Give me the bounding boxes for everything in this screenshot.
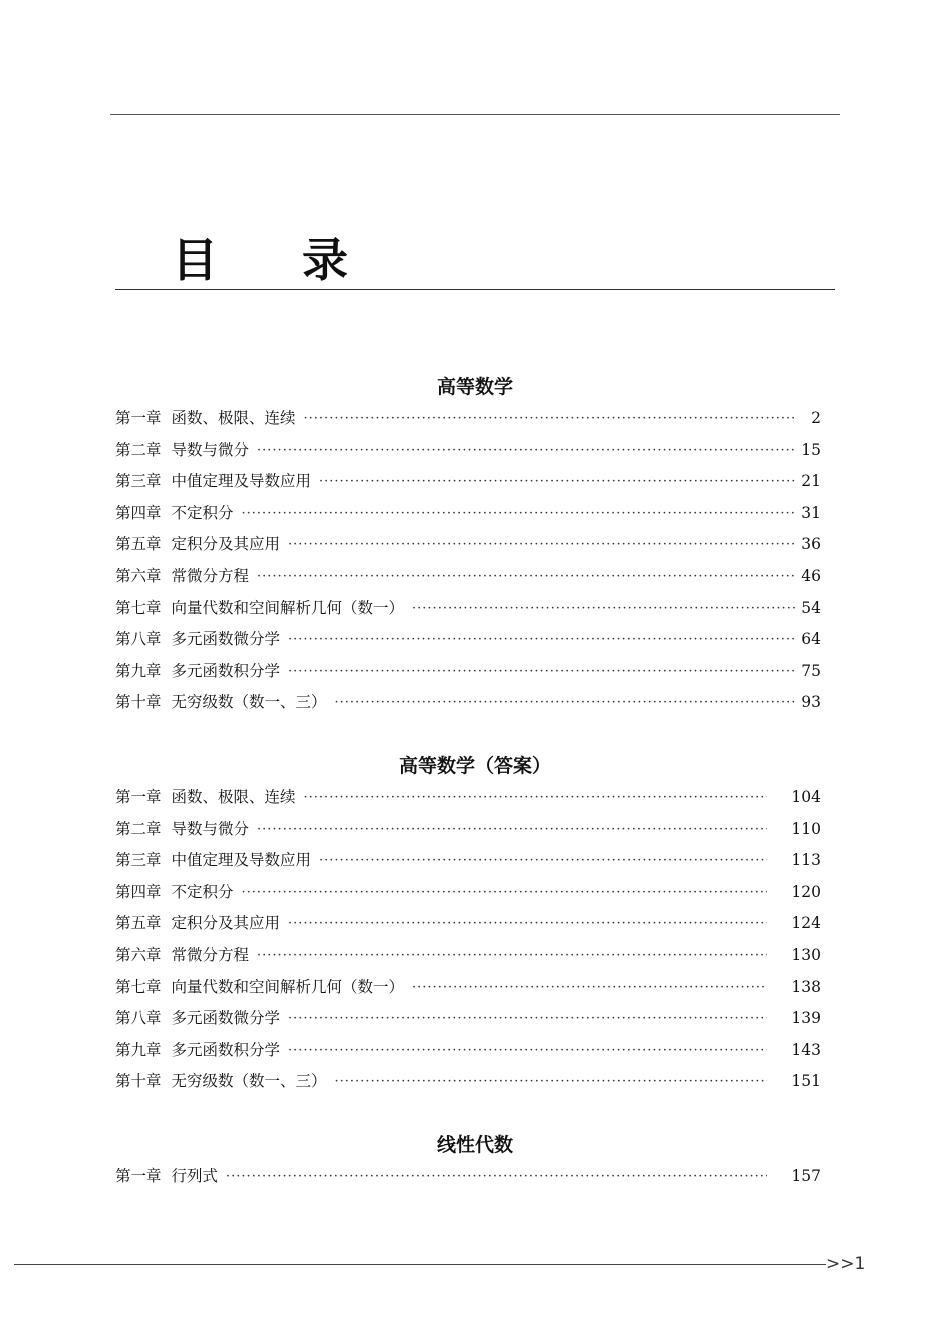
dot-leader (226, 1164, 767, 1190)
dot-leader (288, 659, 795, 685)
page-number: 21 (801, 472, 821, 491)
chapter-number: 第三章 (115, 851, 162, 870)
chapter-title: 定积分及其应用 (171, 914, 281, 933)
dot-leader (257, 564, 795, 590)
toc-entry[interactable] (115, 595, 821, 627)
dot-leader (412, 975, 767, 1001)
chapter-title: 中值定理及导数应用 (171, 851, 312, 870)
chapter-title: 定积分及其应用 (171, 535, 281, 554)
dot-leader (257, 817, 767, 843)
chapter-number: 第三章 (115, 472, 162, 491)
chapter-number: 第七章 (115, 598, 162, 617)
dot-leader (319, 848, 767, 874)
chapter-title: 向量代数和空间解析几何（数一） (171, 598, 405, 617)
toc-entry[interactable] (115, 405, 821, 437)
toc-entry[interactable] (115, 500, 821, 532)
chapter-number: 第一章 (115, 409, 162, 427)
toc-entry[interactable] (115, 626, 821, 658)
toc-list-advanced-math (115, 405, 821, 721)
page-number: 2 (811, 409, 821, 427)
page-number: 15 (801, 440, 821, 459)
chapter-title: 常微分方程 (171, 945, 250, 964)
page-number: 120 (791, 882, 821, 901)
page-number: 113 (791, 851, 821, 870)
chapter-number: 第六章 (115, 945, 162, 964)
title-underline (115, 289, 835, 290)
dot-leader (319, 469, 795, 495)
toc-entry[interactable] (115, 1068, 821, 1100)
page-number: 104 (791, 788, 821, 806)
page-number: 46 (801, 566, 821, 585)
chapter-number: 第十章 (115, 1072, 162, 1091)
chapter-number: 第一章 (115, 788, 162, 806)
chapter-title: 导数与微分 (171, 440, 250, 459)
toc-entry[interactable] (115, 942, 821, 974)
toc-entry[interactable] (115, 784, 821, 816)
page-number: 54 (801, 598, 821, 617)
toc-entry[interactable] (115, 1037, 821, 1069)
dot-leader (335, 690, 795, 716)
page-number: 124 (791, 914, 821, 933)
chapter-title: 常微分方程 (171, 566, 250, 585)
page-folio: >>1 (826, 1254, 866, 1274)
chapter-title: 多元函数微分学 (171, 630, 281, 649)
chapter-number: 第七章 (115, 977, 162, 996)
dot-leader (257, 943, 767, 969)
dot-leader (257, 438, 795, 464)
chapter-number: 第五章 (115, 914, 162, 933)
dot-leader (335, 1069, 767, 1095)
page-title: 目 录 (172, 233, 383, 287)
footer-rule (14, 1264, 826, 1265)
dot-leader (412, 596, 795, 622)
chapter-number: 第二章 (115, 819, 162, 838)
chapter-number: 第十章 (115, 693, 162, 712)
page-number: 138 (791, 977, 821, 996)
chapter-number: 第四章 (115, 503, 162, 522)
chapter-title: 多元函数积分学 (171, 1040, 281, 1059)
page-number: 93 (801, 693, 821, 712)
dot-leader (304, 406, 795, 432)
chapter-title: 向量代数和空间解析几何（数一） (171, 977, 405, 996)
page-number: 36 (801, 535, 821, 554)
chapter-title: 无穷级数（数一、三） (171, 693, 327, 712)
dot-leader (288, 911, 767, 937)
page-number: 64 (801, 630, 821, 649)
page-number: 31 (801, 503, 821, 522)
toc-entry[interactable] (115, 847, 821, 879)
page-number: 75 (801, 661, 821, 680)
section-heading-advanced-math-answers: 高等数学（答案） (398, 755, 551, 777)
dot-leader (288, 1006, 767, 1032)
toc-entry[interactable] (115, 1005, 821, 1037)
chapter-number: 第九章 (115, 661, 162, 680)
chapter-title: 多元函数微分学 (171, 1009, 281, 1028)
toc-entry[interactable] (115, 437, 821, 469)
chapter-title: 行列式 (171, 1167, 219, 1185)
chapter-title: 不定积分 (171, 503, 234, 522)
page-number: 143 (791, 1040, 821, 1059)
chapter-number: 第九章 (115, 1040, 162, 1059)
chapter-title: 不定积分 (171, 882, 234, 901)
toc-entry[interactable] (115, 974, 821, 1006)
chapter-number: 第八章 (115, 630, 162, 649)
chapter-number: 第六章 (115, 566, 162, 585)
toc-entry[interactable] (115, 689, 821, 721)
chapter-title: 函数、极限、连续 (171, 788, 296, 806)
page-number: 139 (791, 1009, 821, 1028)
toc-entry[interactable] (115, 563, 821, 595)
dot-leader (242, 501, 795, 527)
toc-list-linear-algebra (115, 1163, 821, 1195)
chapter-title: 多元函数积分学 (171, 661, 281, 680)
dot-leader (288, 532, 795, 558)
chapter-number: 第二章 (115, 440, 162, 459)
chapter-number: 第四章 (115, 882, 162, 901)
toc-entry[interactable] (115, 531, 821, 563)
toc-entry[interactable] (115, 1163, 821, 1195)
chapter-title: 无穷级数（数一、三） (171, 1072, 327, 1091)
dot-leader (304, 785, 767, 811)
toc-list-advanced-math-answers (115, 784, 821, 1100)
chapter-title: 函数、极限、连续 (171, 409, 296, 427)
chapter-title: 导数与微分 (171, 819, 250, 838)
chapter-number: 第一章 (115, 1167, 162, 1185)
section-heading-linear-algebra: 线性代数 (436, 1134, 513, 1156)
page-number: 130 (791, 945, 821, 964)
page-number: 151 (791, 1072, 821, 1091)
toc-entry[interactable] (115, 468, 821, 500)
dot-leader (242, 880, 767, 906)
toc-entry[interactable] (115, 910, 821, 942)
section-heading-advanced-math: 高等数学 (436, 376, 513, 398)
page-number: 110 (791, 819, 821, 838)
chapter-number: 第五章 (115, 535, 162, 554)
dot-leader (288, 1038, 767, 1064)
dot-leader (288, 627, 795, 653)
chapter-title: 中值定理及导数应用 (171, 472, 312, 491)
chapter-number: 第八章 (115, 1009, 162, 1028)
header-rule (110, 114, 840, 115)
page-number: 157 (791, 1167, 821, 1185)
toc-entry[interactable] (115, 658, 821, 690)
toc-entry[interactable] (115, 816, 821, 848)
toc-entry[interactable] (115, 879, 821, 911)
